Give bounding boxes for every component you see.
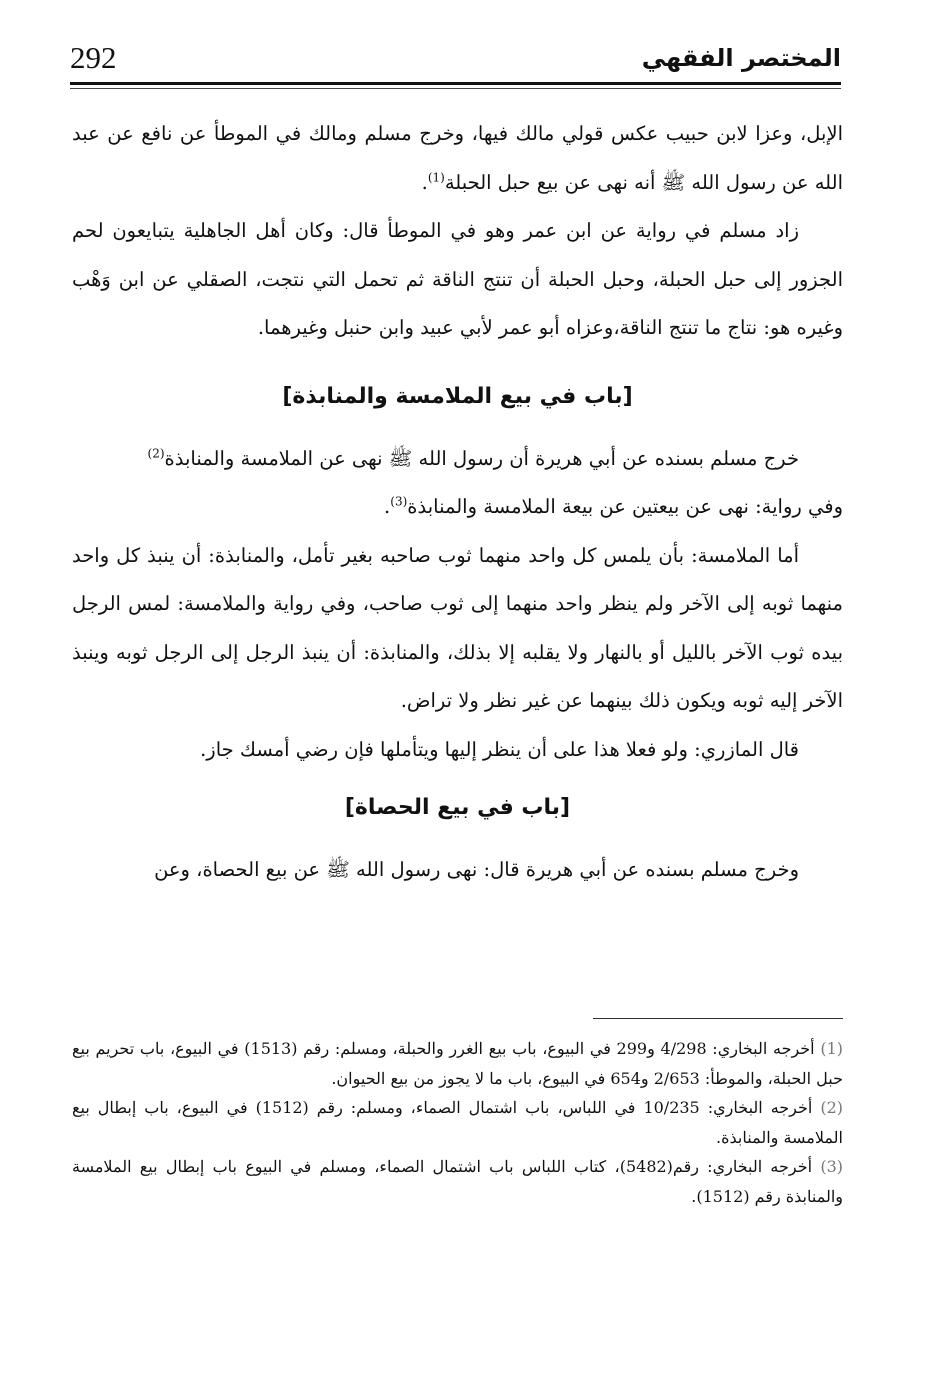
header-rule-thick xyxy=(70,82,841,85)
footnote-number: (2) xyxy=(820,1098,844,1117)
section-heading: [باب في بيع الملامسة والمنابذة] xyxy=(282,383,633,409)
page-header xyxy=(70,38,841,86)
page-number: 292 xyxy=(70,40,117,75)
paragraph: قال المازري: ولو فعلا هذا على أن ينظر إليها ويتأملها فإن رضي أمسك جاز. xyxy=(200,737,799,761)
footnote-ref: (1) xyxy=(427,170,445,184)
footnote-ref: (2) xyxy=(147,446,165,460)
paragraph: وفي رواية: نهى عن بيعتين عن بيعة الملامسة والمنابذة$^{(3)}$. xyxy=(384,494,843,518)
footnote-number: (3) xyxy=(820,1157,843,1176)
footnotes xyxy=(72,1034,843,1211)
paragraph: زاد مسلم في رواية عن ابن عمر وهو في الموطأ قال: وكان أهل الجاهلية يتبايعون لحم الجزور إلى حبل الحبلة، وحبل الحبلة أن تنتج الناقة ثم تحمل التي نتجت، الصقلي عن ابن وَهْب وغيره هو: نتاج ما تنتج الناقة،وعزاه أبو عمر لأبي عبيد وابن حنبل وغيرهما. xyxy=(72,219,843,339)
section-heading: [باب في بيع الحصاة] xyxy=(344,795,571,820)
running-title: المختصر الفقهي xyxy=(641,44,841,72)
footnote: (3) أخرجه البخاري: رقم(5482)، كتاب اللباس باب اشتمال الصماء، ومسلم في البيوع باب إبطال بيع الملامسة والمنابذة رقم (1512). xyxy=(72,1157,843,1206)
paragraph: وخرج مسلم بسنده عن أبي هريرة قال: نهى رسول الله ﷺ عن بيع الحصاة، وعن xyxy=(154,858,799,881)
paragraph: خرج مسلم بسنده عن أبي هريرة أن رسول الله ﷺ نهى عن الملامسة والمنابذة$^{(2)}$ xyxy=(147,446,799,470)
footnote-ref: (3) xyxy=(390,494,408,509)
footnote: (1) أخرجه البخاري: 4/298 و299 في البيوع، باب بيع الغرر والحبلة، ومسلم: رقم (1513) في البيوع، باب تحريم بيع حبل الحبلة، والموطأ: 2/653 و654 في البيوع، باب ما لا يجوز من بيع الحيوان. xyxy=(72,1039,843,1088)
main-text xyxy=(72,110,843,895)
footnote: (2) أخرجه البخاري: 10/235 في اللباس، باب اشتمال الصماء، ومسلم: رقم (1512) في البيوع، باب إبطال بيع الملامسة والمنابذة. xyxy=(72,1098,844,1147)
paragraph: أما الملامسة: بأن يلمس كل واحد منهما ثوب صاحبه بغير تأمل، والمنابذة: أن ينبذ كل واحد منهما ثوبه إلى الآخر ولم ينظر واحد منهما إلى ثوب صاحب، وفي رواية والملامسة: لمس الرجل بيده ثوب الآخر بالليل أو بالنهار ولا يقلبه إلا بذلك، والمنابذة: أن ينبذ الرجل إلى الرجل ثوبه وينبذ الآخر إليه ثوبه ويكون ذلك بينهما عن غير نظر ولا تراض. xyxy=(72,543,843,712)
header-rule-thin xyxy=(70,88,841,89)
footnote-separator xyxy=(593,1018,843,1019)
paragraph: الإبل، وعزا لابن حبيب عكس قولي مالك فيها، وخرج مسلم ومالك في الموطأ عن نافع عن عبد الله عن رسول الله ﷺ أنه نهى عن بيع حبل الحبلة$^{(1)}$. xyxy=(72,122,843,194)
footnote-number: (1) xyxy=(820,1039,843,1058)
